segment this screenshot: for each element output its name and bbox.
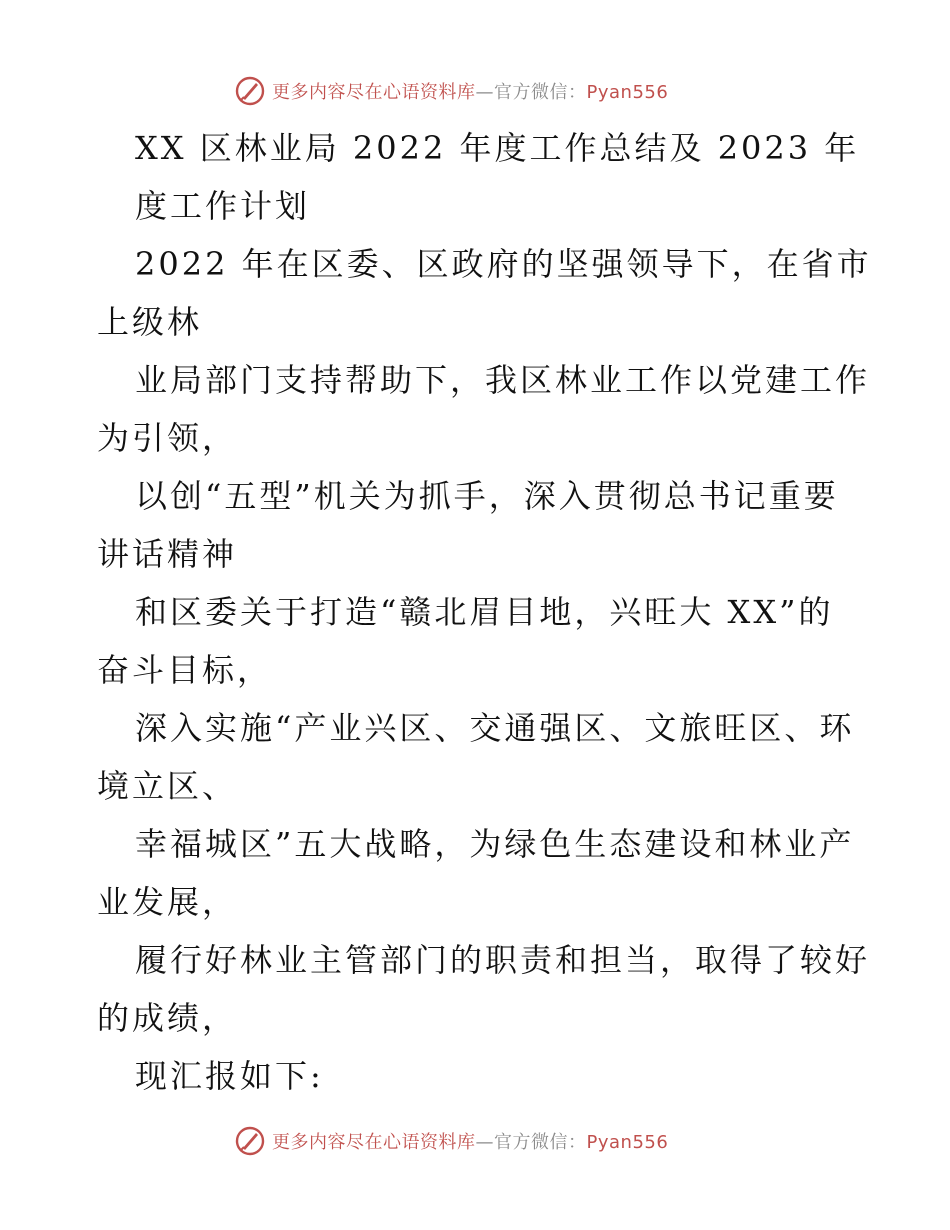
doc-title-line-2: 度工作计划 (135, 187, 311, 225)
doc-paragraph-line: 上级林 (97, 303, 203, 341)
watermark-text (272, 1128, 668, 1154)
doc-paragraph-line: 履行好林业主管部门的职责和担当，取得了较好 (135, 941, 871, 979)
watermark-main: 更多内容尽在心语资料库 (272, 82, 476, 103)
doc-title-line-1: XX 区林业局 2022 年度工作总结及 2023 年 (135, 129, 860, 167)
doc-paragraph-line: 奋斗目标， (97, 651, 273, 689)
doc-paragraph-line: 和区委关于打造“赣北眉目地，兴旺大 XX”的 (135, 593, 834, 631)
watermark-banner-top (234, 73, 734, 109)
doc-paragraph-line: 以创“五型”机关为抓手，深入贯彻总书记重要 (135, 477, 839, 515)
doc-paragraph-line: 深入实施“产业兴区、交通强区、文旅旺区、环 (135, 709, 855, 747)
doc-paragraph-line: 的成绩， (97, 999, 238, 1037)
quill-in-circle-icon (234, 75, 266, 107)
doc-paragraph-line: 现汇报如下: (135, 1057, 324, 1095)
doc-paragraph-line: 讲话精神 (97, 535, 238, 573)
document-body (97, 119, 872, 1105)
watermark-main: 更多内容尽在心语资料库 (272, 1132, 476, 1153)
doc-paragraph-line: 业发展， (97, 883, 238, 921)
watermark-text (272, 78, 668, 104)
watermark-dash: — (475, 82, 494, 103)
watermark-dash: — (475, 1132, 494, 1153)
watermark-wechat-id: Pyan556 (586, 1132, 669, 1153)
doc-paragraph-line: 境立区、 (97, 767, 238, 805)
watermark-banner-bottom (234, 1123, 734, 1159)
doc-paragraph-line: 为引领， (97, 419, 238, 457)
watermark-wechat-label: 官方微信： (494, 1132, 587, 1153)
quill-in-circle-icon (234, 1125, 266, 1157)
watermark-wechat-id: Pyan556 (586, 82, 669, 103)
doc-paragraph-line: 业局部门支持帮助下，我区林业工作以党建工作 (135, 361, 871, 399)
doc-paragraph-line: 幸福城区”五大战略，为绿色生态建设和林业产 (135, 825, 855, 863)
watermark-wechat-label: 官方微信： (494, 82, 587, 103)
doc-paragraph-line: 2022 年在区委、区政府的坚强领导下，在省市 (135, 245, 872, 283)
